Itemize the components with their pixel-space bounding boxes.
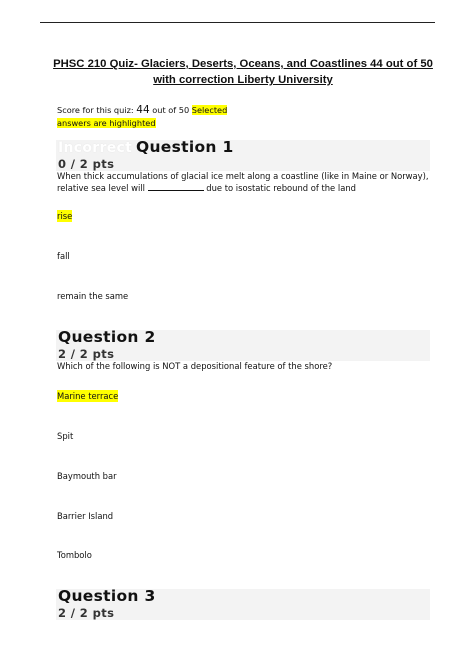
question-3-title: Question 3	[58, 587, 156, 605]
question-1-answer-rise: rise	[57, 211, 73, 221]
question-1-points: 0 / 2 pts	[58, 157, 115, 171]
question-2-points: 2 / 2 pts	[58, 347, 115, 361]
highlight-note: Selected	[191, 105, 228, 115]
question-2-header	[56, 330, 430, 361]
question-1-text-after: due to isostatic rebound of the land	[203, 183, 356, 193]
question-2-answer-barrier-island: Barrier Island	[57, 511, 114, 521]
highlight-note-cont: answers are highlighted	[57, 118, 156, 128]
document-title: PHSC 210 Quiz- Glaciers, Deserts, Oceans, and Coastlines 44 out of 50 with correction Liberty University	[53, 58, 433, 86]
question-3-header	[56, 589, 430, 620]
question-1-text-before: When thick accumulations of glacial ice melt along a coastline (like in Maine or Norway), relative sea level will	[57, 171, 429, 193]
score-total: out of 50	[149, 105, 192, 115]
score-label: Score for this quiz:	[57, 105, 137, 115]
question-2-answer-spit: Spit	[57, 431, 74, 441]
question-2-answer-marine-terrace: Marine terrace	[57, 391, 119, 401]
question-2-title: Question 2	[58, 328, 156, 346]
question-1-title: Question 1	[136, 138, 234, 156]
question-3-points: 2 / 2 pts	[58, 606, 115, 620]
question-1-answer-same: remain the same	[57, 291, 129, 301]
question-1-answer-fall: fall	[57, 251, 70, 261]
top-rule	[40, 22, 435, 23]
question-1-header	[56, 140, 430, 171]
question-1-status: Incorrect	[58, 140, 133, 156]
answer-blank	[148, 182, 204, 191]
question-1-text	[57, 170, 437, 194]
question-2-answer-tombolo: Tombolo	[57, 550, 92, 560]
score-summary	[57, 104, 287, 130]
question-2-answer-baymouth-bar: Baymouth bar	[57, 471, 117, 481]
score-value: 44	[136, 104, 150, 116]
question-2-text: Which of the following is NOT a depositional feature of the shore?	[57, 361, 333, 371]
